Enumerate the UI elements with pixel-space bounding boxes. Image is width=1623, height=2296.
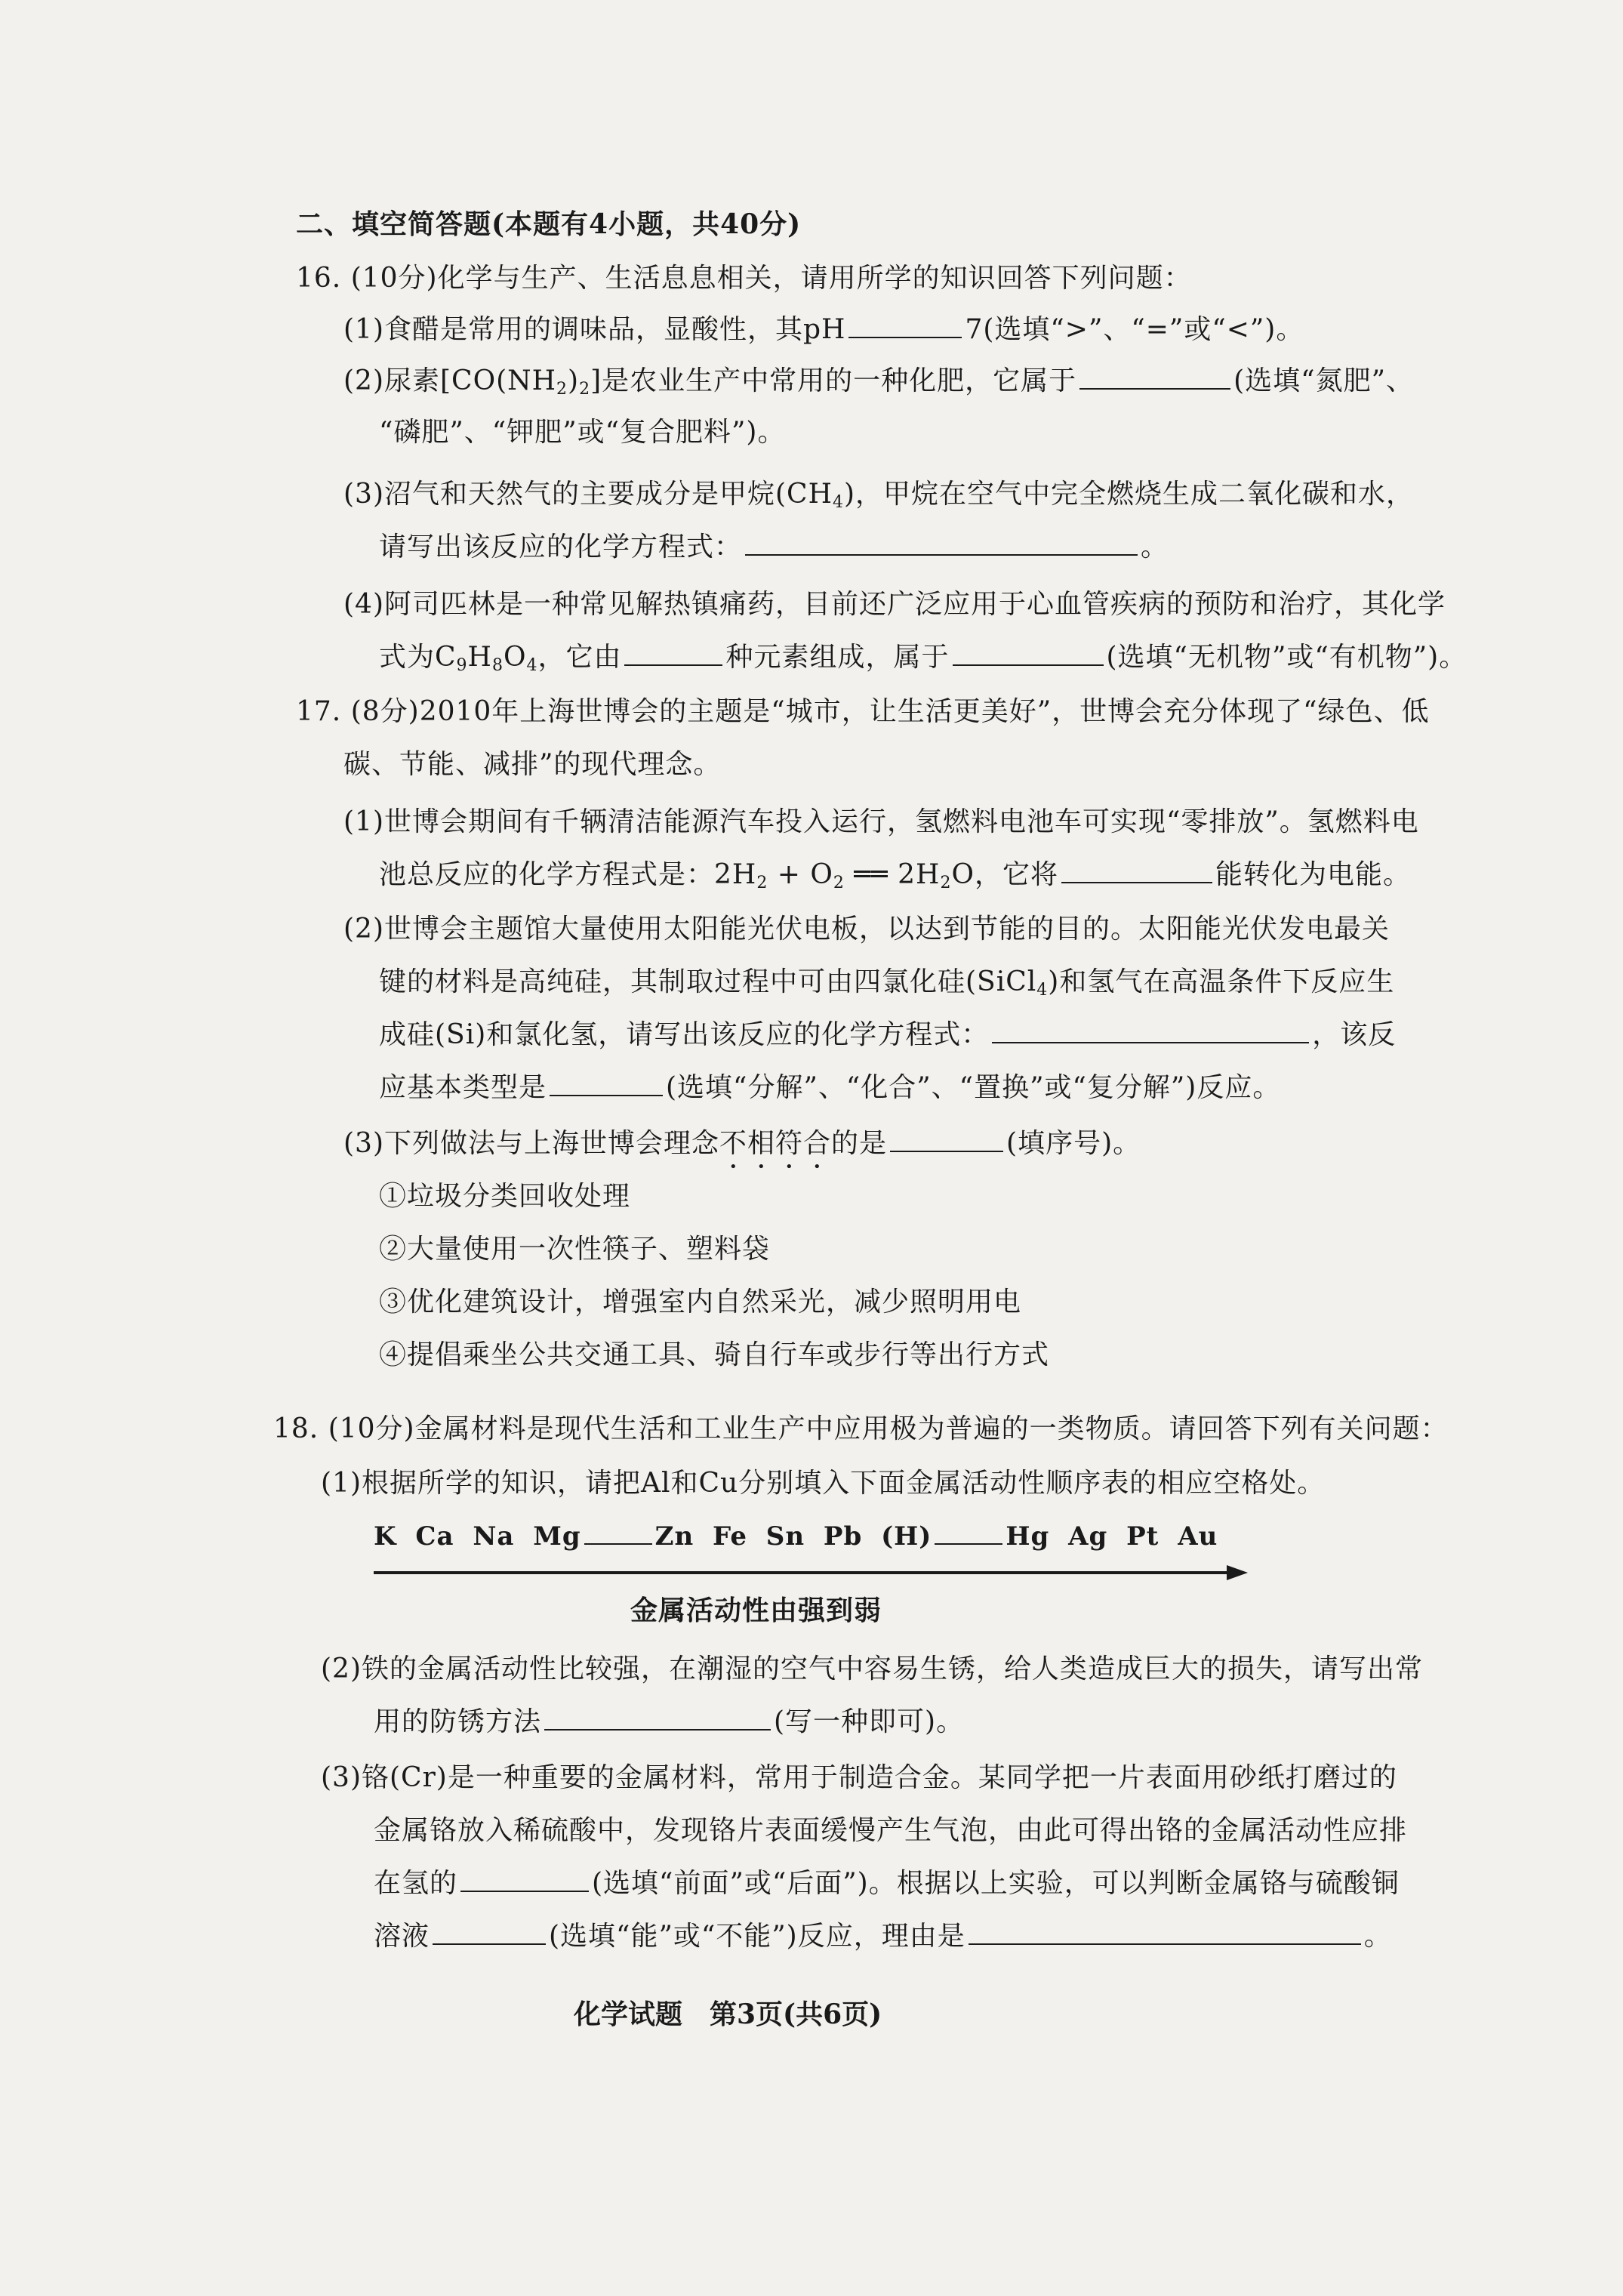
q16-part4: (4)阿司匹林是一种常见解热镇痛药，目前还广泛应用于心血管疾病的预防和治疗，其化学 [343,589,1446,620]
q18-p3-text-g: 。 [1363,1921,1392,1952]
q17-p1-sub-2a: 2 [756,874,768,892]
q16-p4-sub-9: 9 [456,656,468,675]
q17-p2-text-e: ，该反 [1312,1019,1397,1050]
q17-p2-blank2[interactable] [550,1069,663,1096]
q16-p4-text-e: ，它由 [537,642,622,673]
q18-p3-text-f: (选填“能”或“不能”)反应，理由是 [549,1921,965,1952]
series-blank-cu[interactable] [935,1518,1002,1545]
q17-p3-text-a: (3)下列做法与上海世博会理念 [343,1128,719,1159]
q17-part1: (1)世博会期间有千辆清洁能源汽车投入运行，氢燃料电池车可实现“零排放”。氢燃料电 [343,806,1419,837]
q18-p3-blank1[interactable] [460,1865,589,1892]
q17-option-2: ②大量使用一次性筷子、塑料袋 [379,1234,771,1265]
q16-stem: 16. (10分)化学与生产、生活息息相关，请用所学的知识回答下列问题： [296,263,1192,294]
q17-p1-text-d: ══ 2H [844,859,941,890]
q16-p4-text-g: (选填“无机物”或“有机物”)。 [1106,642,1467,673]
q16-p4-text-b: 式为C [379,642,457,673]
q17-p2-text-d: 成硅(Si)和氯化氢，请写出该反应的化学方程式： [379,1019,990,1050]
q16-p2-text-d: (选填“氮肥”、 [1233,365,1414,396]
q17-p1-text-b: 池总反应的化学方程式是：2H [379,859,757,890]
activity-arrow [374,1561,1249,1584]
q16-p4-sub-8: 8 [491,656,504,675]
q18-p2-blank[interactable] [544,1703,771,1730]
q18-part3: (3)铬(Cr)是一种重要的金属材料，常用于制造合金。某同学把一片表面用砂纸打磨过的 [321,1762,1397,1793]
q17-p3-emphasis: 不相符合 [719,1128,832,1159]
q17-p2-text-c: )和氢气在高温条件下反应生 [1048,966,1395,997]
q16-part2 [343,362,1414,408]
series-group-3: Hg Ag Pt Au [1006,1521,1218,1552]
q17-p1-text-c: + O [768,859,833,890]
q16-p4-line2 [379,639,1467,685]
q18-p3-line3 [374,1865,1400,1903]
q17-p3-text-c: (填序号)。 [1006,1128,1141,1159]
q18-p3-text-c: 在氢的 [374,1868,458,1899]
q17-p2-text-b: 键的材料是高纯硅，其制取过程中可由四氯化硅(SiCl [379,966,1037,997]
q17-p3-text-b: 的是 [831,1128,888,1159]
q18-part2: (2)铁的金属活动性比较强，在潮湿的空气中容易生锈，给人类造成巨大的损失，请写出常 [321,1653,1423,1684]
q17-p2-text-g: (选填“分解”、“化合”、“置换”或“复分解”)反应。 [666,1072,1281,1103]
q17-p2-line2 [379,963,1394,1009]
q18-stem: 18. (10分)金属材料是现代生活和工业生产中应用极为普遍的一类物质。请回答下列有关问题： [273,1413,1449,1444]
q17-p1-text-f: 能转化为电能。 [1215,859,1411,890]
q18-p2-line2 [374,1703,964,1741]
q16-p2-continuation: “磷肥”、“钾肥”或“复合肥料”)。 [379,417,786,448]
section-header: 二、填空简答题(本题有4小题，共40分) [296,208,802,240]
q18-p3-blank3[interactable] [969,1918,1361,1945]
q17-p1-sub-2c: 2 [940,874,952,892]
q16-p1-text-b: 7(选填“>”、“=”或“<”)。 [965,314,1304,345]
series-group-1: K Ca Na Mg [374,1521,581,1552]
q16-p4-blank2[interactable] [953,639,1104,666]
q18-part1: (1)根据所学的知识，请把Al和Cu分别填入下面金属活动性顺序表的相应空格处。 [321,1468,1326,1499]
q17-stem: 17. (8分)2010年上海世博会的主题是“城市，让生活更美好”，世博会充分体现了“绿色、低 [296,696,1430,727]
q16-p4-text-c: H [467,642,492,673]
page-footer: 化学试题 第3页(共6页) [574,1999,882,2030]
q18-p3-line4 [374,1918,1392,1955]
q16-p2-sub-2: 2 [556,380,568,399]
q16-p3-text-b: )，甲烷在空气中完全燃烧生成二氧化碳和水， [843,479,1415,510]
q16-p1-blank[interactable] [848,311,962,338]
series-blank-al[interactable] [584,1518,652,1545]
q16-p1-text-a: (1)食醋是常用的调味品，显酸性，其pH [343,314,846,345]
q17-p2-line3 [379,1016,1396,1054]
q16-p4-text-f: 种元素组成，属于 [725,642,950,673]
q16-p3-text-d: 。 [1141,532,1169,562]
q16-p2-text-c: ]是农业生产中常用的一种化肥，它属于 [590,365,1077,396]
q17-option-4: ④提倡乘坐公共交通工具、骑自行车或步行等出行方式 [379,1339,1050,1370]
q16-p4-blank1[interactable] [624,639,722,666]
q17-p1-text-e: O，它将 [951,859,1058,890]
series-group-2: Zn Fe Sn Pb (H) [654,1521,932,1552]
q18-p3-text-e: 溶液 [374,1921,430,1952]
arrow-caption: 金属活动性由强到弱 [630,1595,882,1626]
q16-p2-sub-2b: 2 [579,380,591,399]
q16-p3-line2 [379,529,1169,566]
q16-part1 [343,311,1304,349]
q17-stem-line2: 碳、节能、减排”的现代理念。 [343,749,722,780]
right-arrow-icon [374,1561,1249,1584]
q18-p2-text-c: (写一种即可)。 [774,1706,965,1737]
q18-p3-blank2[interactable] [433,1918,546,1945]
q16-p4-text-d: O [503,642,527,673]
q18-p3-text-d: (选填“前面”或“后面”)。根据以上实验，可以判断金属铬与硫酸铜 [592,1868,1400,1899]
q18-p2-text-b: 用的防锈方法 [374,1706,542,1737]
q16-p3-blank[interactable] [745,529,1138,556]
q18-p3-line2: 金属铬放入稀硫酸中，发现铬片表面缓慢产生气泡，由此可得出铬的金属活动性应排 [374,1815,1408,1846]
q17-p1-blank[interactable] [1061,856,1212,883]
q16-p2-blank[interactable] [1079,362,1230,390]
q16-p3-text-a: (3)沼气和天然气的主要成分是甲烷(CH [343,479,833,510]
q17-p2-sub-4: 4 [1036,981,1049,1000]
activity-series [374,1518,1218,1555]
q16-p3-sub-4: 4 [832,493,844,512]
q16-p3-text-c: 请写出该反应的化学方程式： [379,532,743,562]
q17-p1-line2 [379,856,1411,902]
q16-part3 [343,476,1414,522]
q16-p2-text-a: (2)尿素[CO(NH [343,365,557,396]
q17-p2-blank1[interactable] [992,1016,1309,1043]
q16-p4-sub-4: 4 [526,656,538,675]
q17-p2-line4 [379,1069,1280,1107]
q16-p2-text-b: ) [568,365,580,396]
q17-option-1: ①垃圾分类回收处理 [379,1181,631,1212]
q17-option-3: ③优化建筑设计，增强室内自然采光，减少照明用电 [379,1287,1022,1318]
q17-part3 [343,1125,1141,1175]
q17-p2-text-f: 应基本类型是 [379,1072,547,1103]
q17-part2: (2)世博会主题馆大量使用太阳能光伏电板，以达到节能的目的。太阳能光伏发电最关 [343,914,1390,945]
q17-p3-blank[interactable] [890,1125,1003,1152]
q17-p1-sub-2b: 2 [833,874,845,892]
